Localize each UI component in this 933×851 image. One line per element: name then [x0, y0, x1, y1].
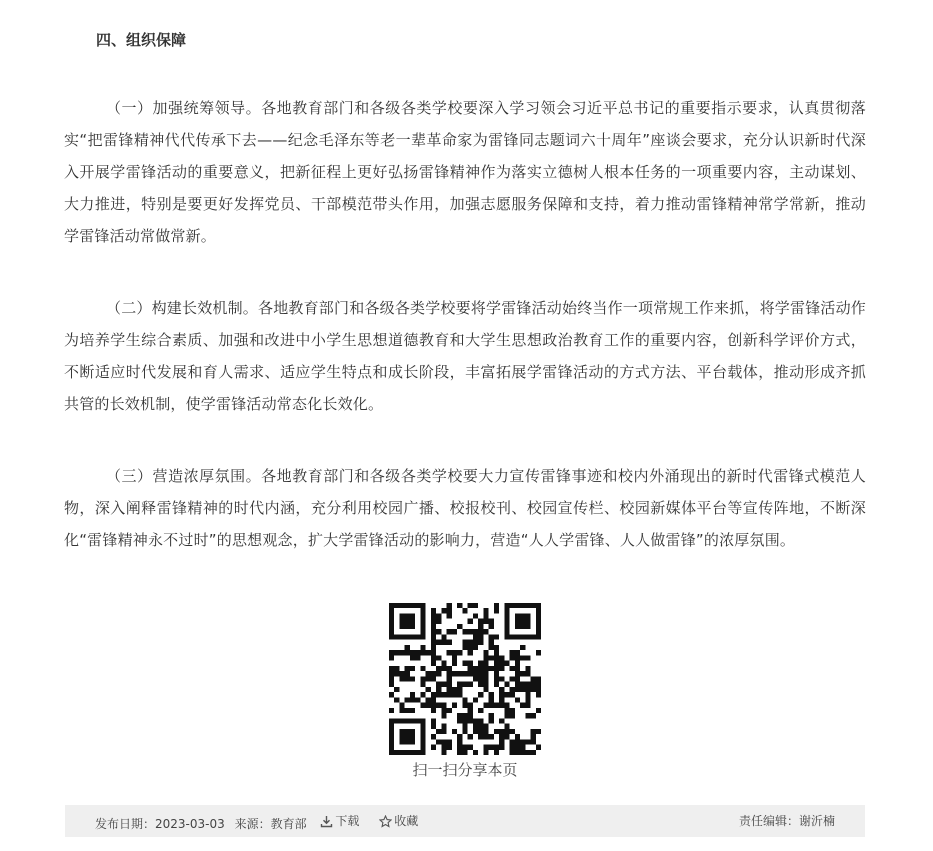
paragraph-2: （二）构建长效机制。各地教育部门和各级各类学校要将学雷锋活动始终当作一项常规工作来抓，将学雷锋活动作为培养学生综合素质、加强和改进中小学生思想道德教育和大学生思想政治教育工作的重要内容，创新科学评价方式，不断适应时代发展和育人需求、适应学生特点和成长阶段，丰富拓展学雷锋活动的方式方法、平台载体，推动形成齐抓共管的长效机制，使学雷锋活动常态化长效化。: [64, 299, 867, 413]
favorite-label: 收藏: [394, 814, 419, 828]
footer-meta: [95, 805, 430, 840]
paragraph-1: （一）加强统筹领导。各地教育部门和各级各类学校要深入学习领会习近平总书记的重要指示要求，认真贯彻落实“把雷锋精神代代传承下去——纪念毛泽东等老一辈革命家为雷锋同志题词六十周年”座谈会要求，充分认识新时代深入开展学雷锋活动的重要意义，把新征程上更好弘扬雷锋精神作为落实立德树人根本任务的一项重要内容，主动谋划、大力推进，特别是要更好发挥党员、干部模范带头作用，加强志愿服务保障和支持，着力推动雷锋精神常学常新，推动学雷锋活动常做常新。: [64, 99, 866, 245]
download-icon: [320, 815, 333, 828]
qr-code: [389, 603, 541, 755]
article-footer: [65, 805, 865, 837]
favorite-button[interactable]: [379, 805, 424, 837]
section-title: 四、组织保障: [96, 31, 187, 49]
paragraph-3: （三）营造浓厚氛围。各地教育部门和各级各类学校要大力宣传雷锋事迹和校内外涌现出的新时代雷锋式模范人物，深入阐释雷锋精神的时代内涵，充分利用校园广播、校报校刊、校园宣传栏、校园新媒体平台等宣传阵地，不断深化“雷锋精神永不过时”的思想观念，扩大学雷锋活动的影响力，营造“人人学雷锋、人人做雷锋”的浓厚氛围。: [64, 467, 866, 549]
editor: 责任编辑：谢沂楠: [738, 814, 835, 828]
download-button[interactable]: [320, 805, 365, 837]
star-icon: [379, 815, 392, 828]
qr-caption: 扫一扫分享本页: [412, 761, 518, 779]
publish-date: 发布日期：2023-03-03: [95, 816, 225, 831]
article-body: [64, 22, 866, 556]
qr-code-image: [389, 603, 541, 755]
download-label: 下载: [335, 814, 360, 828]
source: 来源：教育部: [234, 816, 307, 831]
